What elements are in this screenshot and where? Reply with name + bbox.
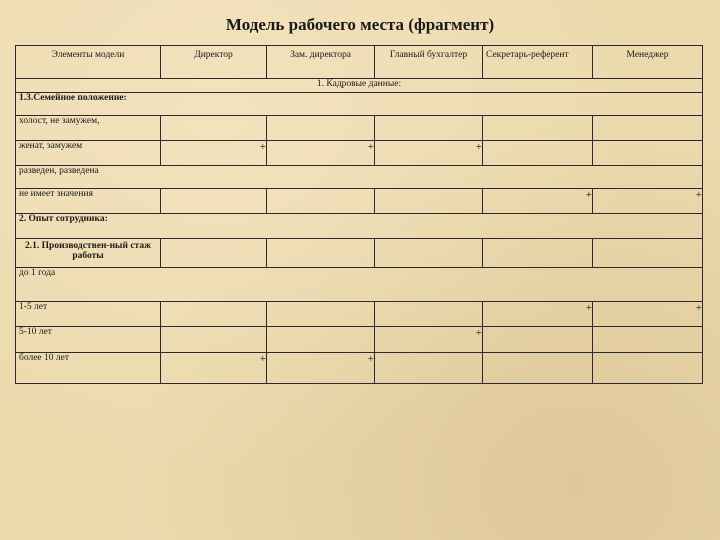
cell-mark: + bbox=[267, 353, 375, 384]
cell-mark bbox=[161, 327, 267, 353]
cell-mark bbox=[375, 189, 483, 214]
cell-mark bbox=[267, 327, 375, 353]
table-row bbox=[16, 302, 703, 327]
column-header: Менеджер bbox=[593, 46, 703, 79]
row-label: 2. Опыт сотрудника: bbox=[16, 214, 703, 239]
table-row bbox=[16, 353, 703, 384]
cell-mark bbox=[483, 116, 593, 141]
cell-mark: + bbox=[593, 302, 703, 327]
cell-mark: + bbox=[161, 353, 267, 384]
cell-mark: + bbox=[375, 141, 483, 166]
cell-mark bbox=[375, 302, 483, 327]
cell-mark bbox=[593, 116, 703, 141]
row-label: разведен, разведена bbox=[16, 166, 703, 189]
cell-mark: + bbox=[375, 327, 483, 353]
cell-mark bbox=[593, 239, 703, 268]
table-row bbox=[16, 93, 703, 116]
cell-mark bbox=[161, 239, 267, 268]
row-label: до 1 года bbox=[16, 268, 703, 302]
table-row bbox=[16, 268, 703, 302]
cell-mark bbox=[267, 302, 375, 327]
cell-mark bbox=[375, 239, 483, 268]
section-title: 1. Кадровые данные: bbox=[16, 79, 703, 93]
cell-mark bbox=[375, 116, 483, 141]
cell-mark bbox=[593, 141, 703, 166]
cell-mark bbox=[267, 116, 375, 141]
row-label: более 10 лет bbox=[16, 353, 161, 384]
column-header: Секретарь-референт bbox=[483, 46, 593, 79]
row-label: холост, не замужем, bbox=[16, 116, 161, 141]
cell-mark bbox=[161, 189, 267, 214]
table-row bbox=[16, 189, 703, 214]
cell-mark bbox=[593, 327, 703, 353]
row-label: 1.3.Семейное положение: bbox=[16, 93, 703, 116]
cell-mark bbox=[483, 141, 593, 166]
cell-mark: + bbox=[593, 189, 703, 214]
table-row bbox=[16, 327, 703, 353]
page-title: Модель рабочего места (фрагмент) bbox=[225, 15, 495, 34]
cell-mark: + bbox=[161, 141, 267, 166]
column-header: Элементы модели bbox=[16, 46, 161, 79]
cell-mark bbox=[161, 302, 267, 327]
cell-mark bbox=[267, 189, 375, 214]
row-label: не имеет значения bbox=[16, 189, 161, 214]
cell-mark: + bbox=[483, 189, 593, 214]
table-header-row bbox=[16, 46, 703, 79]
cell-mark bbox=[375, 353, 483, 384]
cell-mark bbox=[483, 353, 593, 384]
column-header: Зам. директора bbox=[267, 46, 375, 79]
cell-mark bbox=[483, 327, 593, 353]
row-label: 2.1. Производствен-ный стаж работы bbox=[16, 239, 161, 268]
cell-mark bbox=[483, 239, 593, 268]
table-row bbox=[16, 116, 703, 141]
table-row bbox=[16, 214, 703, 239]
workplace-model-table bbox=[15, 45, 703, 384]
cell-mark: + bbox=[267, 141, 375, 166]
table-row bbox=[16, 166, 703, 189]
row-label: 1-5 лет bbox=[16, 302, 161, 327]
table-row bbox=[16, 141, 703, 166]
row-label: женат, замужем bbox=[16, 141, 161, 166]
column-header: Главный бухгалтер bbox=[375, 46, 483, 79]
cell-mark: + bbox=[483, 302, 593, 327]
cell-mark bbox=[267, 239, 375, 268]
row-label: 5-10 лет bbox=[16, 327, 161, 353]
cell-mark bbox=[161, 116, 267, 141]
cell-mark bbox=[593, 353, 703, 384]
column-header: Директор bbox=[161, 46, 267, 79]
section-row bbox=[16, 79, 703, 93]
table-row bbox=[16, 239, 703, 268]
